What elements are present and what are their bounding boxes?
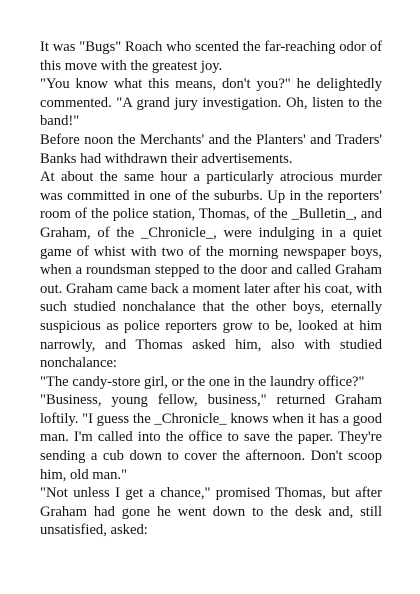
paragraph: At about the same hour a particularly atrocious murder was committed in one of the suburbs. Up in the reporters' room of the police station, Thomas, of the _Bulletin_, and Graham, of the _Chronicle_, were indulging in a quiet game of whist with two of the morning newspaper boys, when a roundsman stepped to the door and called Graham out. Graham came back a moment later after his coat, with such studied nonchalance that the other boys, eternally suspicious as police reporters grow to be, looked at him narrowly, and Thomas asked him, also with studied nonchalance: [40, 169, 383, 372]
paragraph: "You know what this means, don't you?" he delightedly commented. "A grand jury investigation. Oh, listen to the band!" [40, 76, 382, 130]
page-text [40, 38, 382, 540]
paragraph: "Business, young fellow, business," returned Graham loftily. "I guess the _Chronicle_ knows when it has a good man. I'm called into the office to save the paper. They're sending a cub down to cover the afternoon. Don't scoop him, old man." [40, 392, 382, 483]
paragraph: "Not unless I get a chance," promised Thomas, but after Graham had gone he went down to the desk and, still unsatisfied, asked: [40, 485, 382, 539]
paragraph: "The candy-store girl, or the one in the laundry office?" [40, 373, 365, 390]
paragraph: It was "Bugs" Roach who scented the far-reaching odor of this move with the greatest joy. [40, 39, 382, 74]
paragraph: Before noon the Merchants' and the Planters' and Traders' Banks had withdrawn their advertisements. [40, 131, 382, 167]
